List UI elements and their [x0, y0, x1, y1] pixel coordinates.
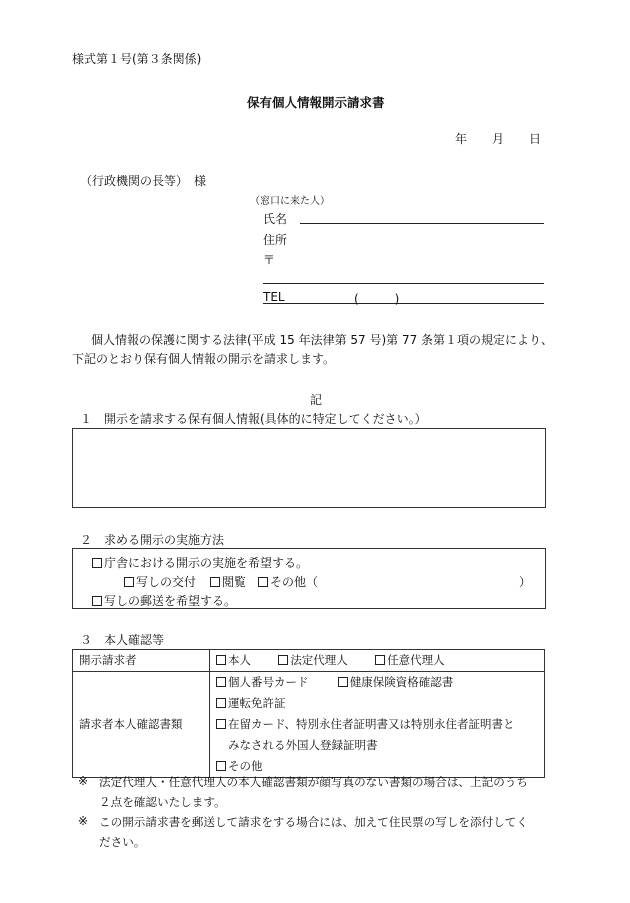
section3-title: ３ 本人確認等	[80, 633, 165, 647]
residence-card-cont: みなされる外国人登録証明書	[228, 738, 378, 752]
tel-label: TEL	[263, 290, 285, 304]
other-method-checkbox[interactable]	[258, 577, 268, 587]
option-mail[interactable]	[92, 592, 236, 609]
option-view[interactable]	[210, 573, 246, 590]
id-docs-label-cell: 請求者本人確認書類	[73, 672, 210, 778]
postal-mark: 〒	[263, 253, 276, 267]
insurance-label: 健康保険資格確認書	[349, 675, 454, 689]
addressee: （行政機関の長等） 様	[80, 174, 207, 188]
license-option[interactable]	[216, 693, 538, 714]
date-month: 月	[492, 132, 505, 146]
voluntary-agent-option[interactable]	[375, 653, 445, 667]
section2-title: ２ 求める開示の実施方法	[80, 533, 225, 547]
form-number: 様式第１号(第３条関係)	[72, 52, 202, 66]
page-title: 保有個人情報開示請求書	[247, 95, 385, 110]
identity-table	[72, 649, 545, 778]
residence-card-checkbox[interactable]	[216, 719, 226, 729]
note2-line1: この開示請求書を郵送して請求をする場合には、加えて住民票の写しを添付してく	[99, 815, 528, 829]
copy-label: 写しの交付	[136, 575, 197, 589]
intro-line-1: 個人情報の保護に関する法律(平成 15 年法律第 57 号)第 77 条第１項の規定により、	[91, 333, 554, 347]
table-row	[73, 650, 545, 672]
note1-mark: ※	[78, 774, 89, 788]
note1-line1: 法定代理人・任意代理人の本人確認書類が顔写真のない書類の場合は、上記のうち	[99, 775, 528, 789]
mail-label: 写しの郵送を希望する。	[104, 594, 237, 608]
insurance-option[interactable]	[338, 675, 454, 689]
view-checkbox[interactable]	[210, 577, 220, 587]
self-option[interactable]	[216, 653, 251, 667]
self-label: 本人	[228, 653, 251, 667]
table-row	[73, 672, 545, 778]
other-method-close: ）	[519, 575, 532, 589]
mynumber-label: 個人番号カード	[228, 675, 309, 689]
note1-line2: ２点を確認いたします。	[99, 795, 226, 809]
name-label: 氏名	[263, 212, 288, 226]
note2-line2: ださい。	[99, 835, 146, 849]
id-docs-options-cell	[210, 672, 545, 778]
mynumber-checkbox[interactable]	[216, 677, 226, 687]
legal-agent-option[interactable]	[278, 653, 348, 667]
option-other-method[interactable]	[258, 573, 318, 590]
voluntary-agent-label: 任意代理人	[387, 653, 445, 667]
option-office[interactable]	[92, 554, 308, 571]
date-year: 年	[455, 132, 468, 146]
license-checkbox[interactable]	[216, 698, 226, 708]
mynumber-option[interactable]	[216, 675, 309, 689]
address-field[interactable]	[263, 283, 544, 284]
note2-mark: ※	[78, 814, 89, 828]
office-label: 庁舎における開示の実施を希望する。	[104, 556, 309, 570]
insurance-checkbox[interactable]	[338, 677, 348, 687]
date-day: 日	[529, 132, 542, 146]
self-checkbox[interactable]	[216, 655, 226, 665]
intro-line-2: 下記のとおり保有個人情報の開示を請求します。	[72, 352, 336, 366]
license-label: 運転免許証	[228, 696, 286, 710]
legal-agent-checkbox[interactable]	[278, 655, 288, 665]
other-method-label: その他（	[270, 575, 319, 589]
name-field[interactable]	[300, 223, 544, 224]
tel-area-paren: ( )	[354, 292, 400, 306]
requester-label-cell: 開示請求者	[73, 650, 210, 672]
view-label: 閲覧	[222, 575, 247, 589]
requested-info-box[interactable]	[72, 428, 546, 508]
residence-card-option[interactable]	[216, 714, 538, 735]
requester-options-cell	[210, 650, 545, 672]
voluntary-agent-checkbox[interactable]	[375, 655, 385, 665]
other-doc-checkbox[interactable]	[216, 761, 226, 771]
applicant-header: （窓口に来た人）	[250, 196, 330, 207]
residence-card-label: 在留カード、特別永住者証明書又は特別永住者証明書と	[228, 717, 515, 731]
legal-agent-label: 法定代理人	[290, 653, 348, 667]
office-checkbox[interactable]	[92, 558, 102, 568]
address-label: 住所	[263, 233, 288, 247]
mail-checkbox[interactable]	[92, 596, 102, 606]
ki-heading: 記	[310, 393, 323, 407]
section1-title: １ 開示を請求する保有個人情報(具体的に特定してください。）	[80, 412, 427, 426]
copy-checkbox[interactable]	[124, 577, 134, 587]
other-doc-label: その他	[228, 759, 263, 773]
option-copy[interactable]	[124, 573, 196, 590]
tel-field[interactable]	[263, 303, 544, 304]
